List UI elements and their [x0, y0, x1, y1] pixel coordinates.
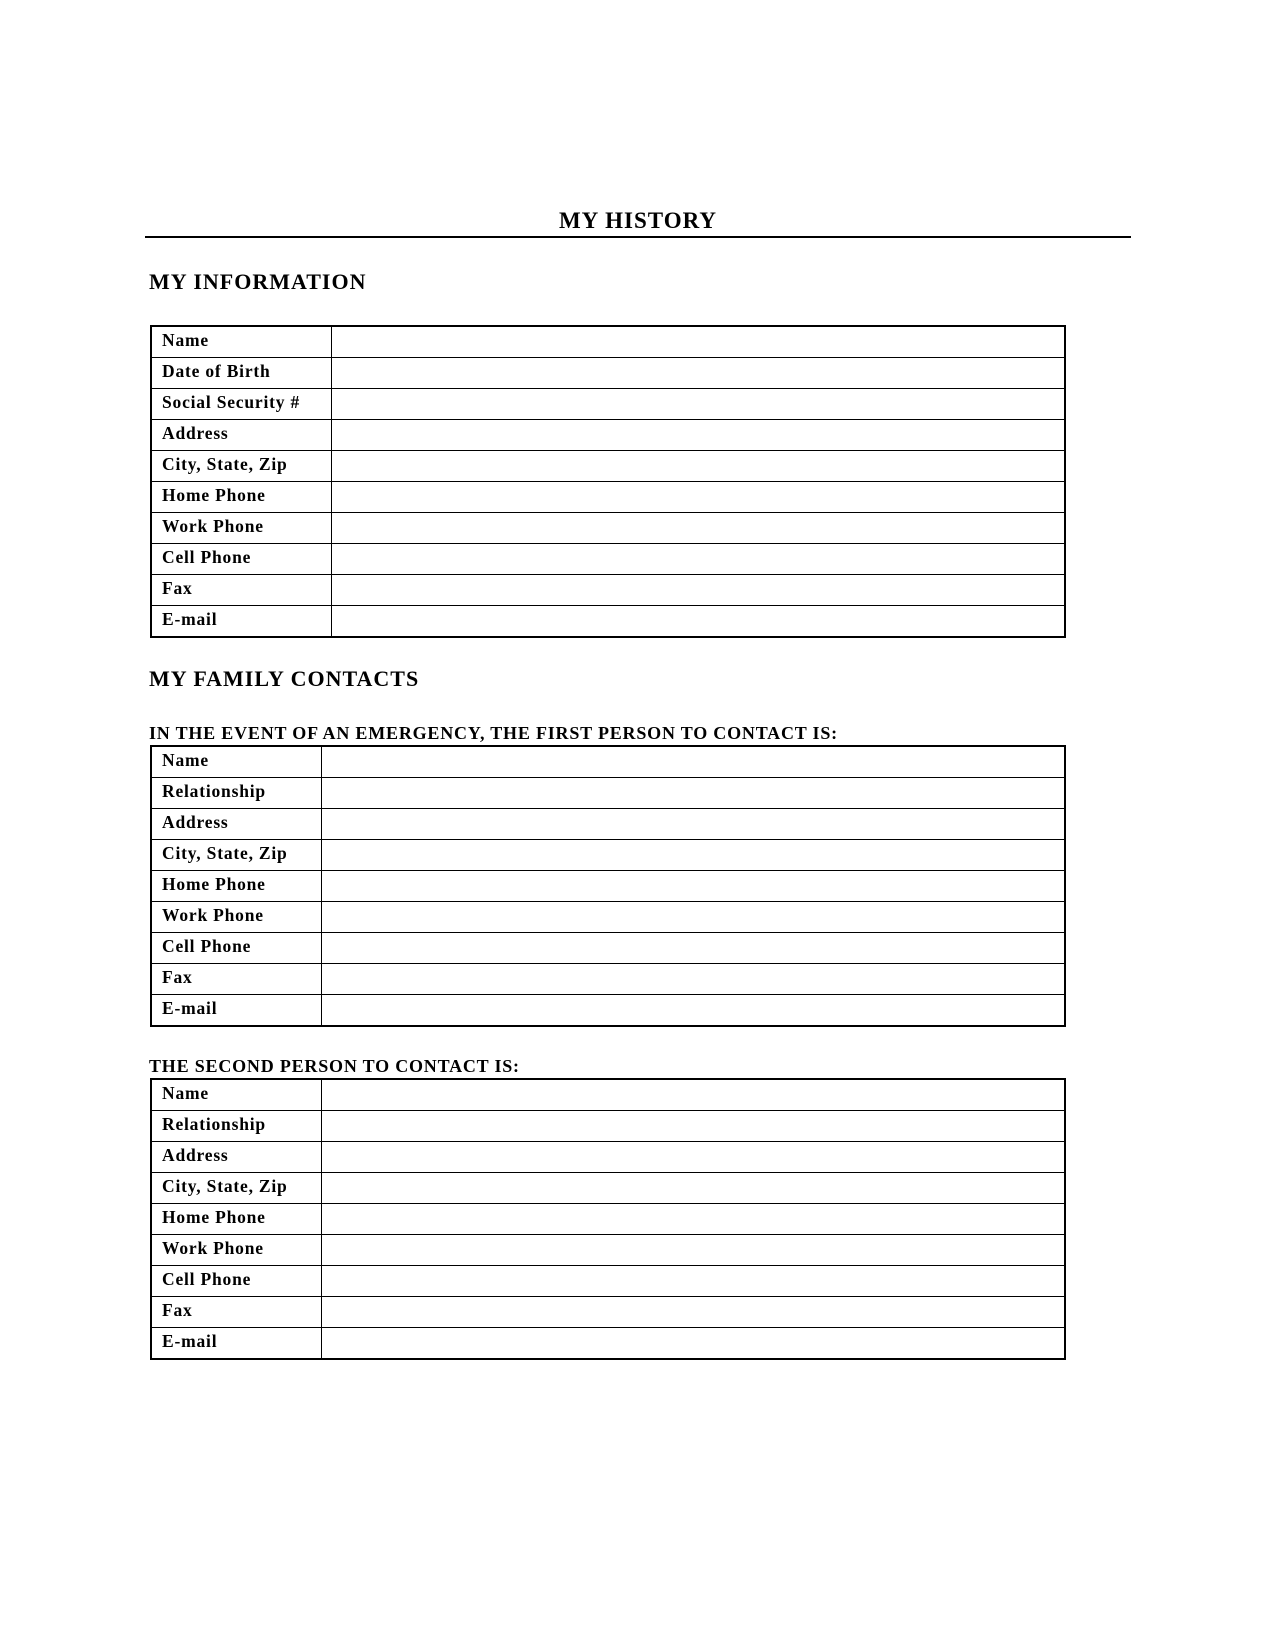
form-row	[151, 482, 1065, 513]
form-row	[151, 840, 1065, 871]
work-phone-input[interactable]	[332, 513, 1065, 543]
form-row	[151, 606, 1065, 638]
first-contact-table	[150, 745, 1066, 1027]
address-input[interactable]	[322, 1142, 1065, 1172]
field-label: Cell Phone	[151, 933, 321, 964]
work-phone-input[interactable]	[322, 1235, 1065, 1265]
form-row	[151, 1111, 1065, 1142]
home-phone-input[interactable]	[322, 871, 1065, 901]
field-value-cell	[321, 746, 1065, 778]
field-label: Work Phone	[151, 1235, 321, 1266]
field-label: Date of Birth	[151, 358, 331, 389]
field-label: Work Phone	[151, 513, 331, 544]
field-label: City, State, Zip	[151, 840, 321, 871]
field-value-cell	[331, 389, 1065, 420]
field-value-cell	[321, 871, 1065, 902]
fax-input[interactable]	[322, 964, 1065, 994]
field-value-cell	[331, 513, 1065, 544]
field-label: Name	[151, 326, 331, 358]
field-value-cell	[321, 1079, 1065, 1111]
form-row	[151, 358, 1065, 389]
field-value-cell	[321, 1235, 1065, 1266]
date-of-birth-input[interactable]	[332, 358, 1065, 388]
form-row	[151, 746, 1065, 778]
field-label: Relationship	[151, 778, 321, 809]
field-label: Fax	[151, 1297, 321, 1328]
city-state-zip-input[interactable]	[332, 451, 1065, 481]
relationship-input[interactable]	[322, 1111, 1065, 1141]
city-state-zip-input[interactable]	[322, 1173, 1065, 1203]
home-phone-input[interactable]	[332, 482, 1065, 512]
field-value-cell	[321, 995, 1065, 1027]
form-row	[151, 871, 1065, 902]
cell-phone-input[interactable]	[322, 1266, 1065, 1296]
field-label: E-mail	[151, 606, 331, 638]
cell-phone-input[interactable]	[322, 933, 1065, 963]
form-row	[151, 902, 1065, 933]
field-label: Work Phone	[151, 902, 321, 933]
field-value-cell	[321, 1204, 1065, 1235]
form-row	[151, 326, 1065, 358]
field-value-cell	[321, 1111, 1065, 1142]
field-label: Name	[151, 746, 321, 778]
form-row	[151, 778, 1065, 809]
field-value-cell	[331, 451, 1065, 482]
field-label: Name	[151, 1079, 321, 1111]
form-row	[151, 544, 1065, 575]
field-label: Cell Phone	[151, 1266, 321, 1297]
social-security-input[interactable]	[332, 389, 1065, 419]
my-information-heading: MY INFORMATION	[149, 269, 367, 294]
family-contacts-heading: MY FAMILY CONTACTS	[149, 666, 420, 691]
form-row	[151, 1079, 1065, 1111]
address-input[interactable]	[332, 420, 1065, 450]
form-row	[151, 1297, 1065, 1328]
field-value-cell	[331, 358, 1065, 389]
field-value-cell	[321, 778, 1065, 809]
field-label: Home Phone	[151, 1204, 321, 1235]
field-label: Address	[151, 420, 331, 451]
form-row	[151, 389, 1065, 420]
second-contact-heading: THE SECOND PERSON TO CONTACT IS:	[149, 1056, 520, 1076]
field-label: Cell Phone	[151, 544, 331, 575]
form-row	[151, 809, 1065, 840]
field-value-cell	[321, 1328, 1065, 1360]
field-label: City, State, Zip	[151, 451, 331, 482]
field-value-cell	[331, 326, 1065, 358]
field-label: Address	[151, 1142, 321, 1173]
field-value-cell	[321, 902, 1065, 933]
my-information-table	[150, 325, 1066, 638]
form-row	[151, 1204, 1065, 1235]
name-input[interactable]	[322, 1080, 1065, 1110]
second-contact-table	[150, 1078, 1066, 1360]
field-value-cell	[331, 544, 1065, 575]
field-label: City, State, Zip	[151, 1173, 321, 1204]
field-label: Relationship	[151, 1111, 321, 1142]
field-label: Fax	[151, 964, 321, 995]
relationship-input[interactable]	[322, 778, 1065, 808]
field-label: Home Phone	[151, 871, 321, 902]
form-row	[151, 420, 1065, 451]
field-value-cell	[321, 933, 1065, 964]
first-contact-heading: IN THE EVENT OF AN EMERGENCY, THE FIRST PERSON TO CONTACT IS:	[149, 723, 838, 743]
field-value-cell	[321, 1142, 1065, 1173]
form-row	[151, 451, 1065, 482]
work-phone-input[interactable]	[322, 902, 1065, 932]
form-row	[151, 1328, 1065, 1360]
field-value-cell	[321, 1173, 1065, 1204]
home-phone-input[interactable]	[322, 1204, 1065, 1234]
form-row	[151, 1173, 1065, 1204]
title-divider	[145, 236, 1131, 238]
address-input[interactable]	[322, 809, 1065, 839]
field-value-cell	[331, 575, 1065, 606]
fax-input[interactable]	[322, 1297, 1065, 1327]
field-value-cell	[331, 420, 1065, 451]
field-value-cell	[331, 482, 1065, 513]
form-row	[151, 1142, 1065, 1173]
field-label: Home Phone	[151, 482, 331, 513]
form-row	[151, 995, 1065, 1027]
form-row	[151, 513, 1065, 544]
name-input[interactable]	[332, 327, 1065, 357]
form-row	[151, 964, 1065, 995]
field-label: E-mail	[151, 995, 321, 1027]
field-value-cell	[321, 964, 1065, 995]
field-label: Social Security #	[151, 389, 331, 420]
field-label: Address	[151, 809, 321, 840]
form-row	[151, 933, 1065, 964]
field-value-cell	[321, 1266, 1065, 1297]
e-mail-input[interactable]	[322, 995, 1065, 1025]
field-value-cell	[321, 809, 1065, 840]
field-value-cell	[321, 840, 1065, 871]
page-title: MY HISTORY	[558, 208, 718, 233]
e-mail-input[interactable]	[322, 1328, 1065, 1358]
cell-phone-input[interactable]	[332, 544, 1065, 574]
name-input[interactable]	[322, 747, 1065, 777]
form-row	[151, 1235, 1065, 1266]
fax-input[interactable]	[332, 575, 1065, 605]
field-label: Fax	[151, 575, 331, 606]
field-label: E-mail	[151, 1328, 321, 1360]
form-row	[151, 575, 1065, 606]
city-state-zip-input[interactable]	[322, 840, 1065, 870]
form-row	[151, 1266, 1065, 1297]
field-value-cell	[321, 1297, 1065, 1328]
field-value-cell	[331, 606, 1065, 638]
e-mail-input[interactable]	[332, 606, 1065, 636]
